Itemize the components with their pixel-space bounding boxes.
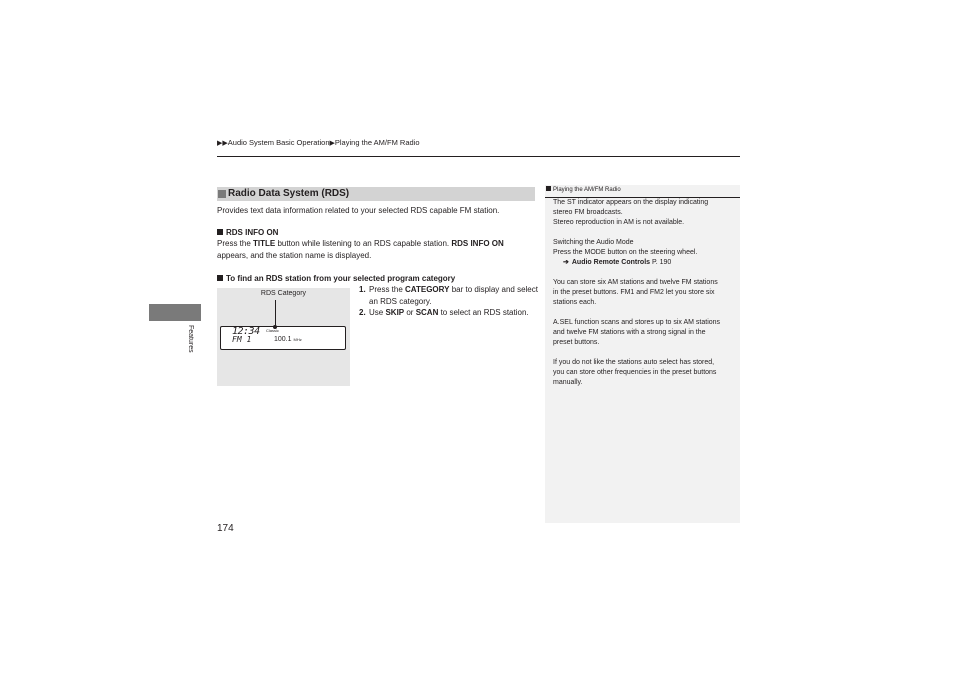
page-number: 174: [217, 523, 234, 534]
display-frequency: [274, 336, 302, 343]
sidebar-line: Switching the Audio Mode: [553, 239, 634, 246]
sidebar-paragraph: [553, 198, 735, 228]
category-button-label: CATEGORY: [405, 285, 450, 294]
section-intro: Provides text data information related to your selected RDS capable FM station.: [217, 206, 500, 215]
sidebar-line: Press the MODE button on the steering wheel.: [553, 249, 698, 256]
list-item: [359, 284, 539, 307]
rds-info-text-part: button while listening to an RDS capable station.: [275, 239, 452, 248]
sidebar-line: manually.: [553, 379, 583, 386]
title-button-label: TITLE: [253, 239, 276, 248]
display-category: Classic: [266, 328, 279, 333]
sidebar-heading-text: Playing the AM/FM Radio: [553, 187, 621, 193]
cross-reference-link[interactable]: Audio Remote Controls: [571, 259, 651, 266]
sidebar-line: The ST indicator appears on the display indicating: [553, 199, 709, 206]
section-marker-icon: [218, 190, 226, 198]
rds-info-heading-text: RDS INFO ON: [226, 228, 279, 237]
rds-info-text-part: Press the: [217, 239, 254, 248]
cross-reference[interactable]: [553, 258, 735, 268]
callout-line: [275, 300, 276, 328]
sidebar-line: Stereo reproduction in AM is not available.: [553, 219, 685, 226]
sidebar-paragraph: [553, 278, 735, 308]
sidebar-paragraph: [553, 358, 735, 388]
sidebar-line: A.SEL function scans and stores up to six AM stations: [553, 319, 721, 326]
sidebar-line: stereo FM broadcasts.: [553, 209, 623, 216]
scan-button-label: SCAN: [415, 308, 439, 317]
reference-arrow-icon: ➔: [563, 259, 569, 266]
step-text-part: bar to display and select an RDS category.: [369, 285, 538, 306]
display-frequency-value: 100.1: [274, 336, 292, 343]
sidebar-paragraph: [553, 238, 735, 268]
find-station-heading-text: To find an RDS station from your selected program category: [226, 274, 456, 283]
display-band: FM 1: [232, 335, 252, 344]
step-text-part: Use: [369, 308, 386, 317]
step-text-part: Press the: [369, 285, 406, 294]
step-number: 2.: [359, 308, 366, 317]
breadcrumb: [217, 138, 420, 147]
sidebar-paragraph: [553, 318, 735, 348]
header-rule: [217, 156, 740, 157]
sidebar-heading: [546, 185, 621, 195]
step-text-part: or: [404, 308, 416, 317]
heading-marker-icon: [217, 229, 223, 235]
display-clock: 12:34: [232, 326, 260, 337]
step-text: [369, 307, 529, 319]
sidebar-line: you can store other frequencies in the preset buttons: [553, 369, 717, 376]
heading-marker-icon: [217, 275, 223, 281]
rds-info-on-label: RDS INFO ON: [451, 239, 504, 248]
list-item: [359, 307, 539, 319]
sidebar-line: preset buttons.: [553, 339, 600, 346]
step-number: 1.: [359, 285, 366, 294]
notes-sidebar: [545, 185, 740, 523]
steps-list: [359, 284, 539, 319]
breadcrumb-item[interactable]: Playing the AM/FM Radio: [334, 138, 420, 147]
breadcrumb-arrow-icon: ▶▶: [217, 140, 228, 147]
breadcrumb-separator-icon: ▶: [329, 140, 335, 147]
breadcrumb-item[interactable]: Audio System Basic Operation: [227, 138, 330, 147]
rds-info-text-part: appears, and the station name is displayed.: [217, 251, 372, 260]
sidebar-line: You can store six AM stations and twelve FM stations: [553, 279, 718, 286]
step-text: [369, 284, 539, 307]
sidebar-line: stations each.: [553, 299, 597, 306]
chapter-tab-label: Features: [187, 325, 194, 353]
sidebar-line: If you do not like the stations auto select has stored,: [553, 359, 715, 366]
rds-info-text: [217, 238, 535, 262]
step-text-part: to select an RDS station.: [438, 308, 529, 317]
sidebar-line: in the preset buttons. FM1 and FM2 let you store six: [553, 289, 715, 296]
note-icon: [546, 186, 551, 191]
section-title: Radio Data System (RDS): [228, 188, 350, 199]
skip-button-label: SKIP: [385, 308, 405, 317]
illustration-callout-label: RDS Category: [260, 290, 307, 297]
chapter-tab[interactable]: [149, 304, 201, 321]
sidebar-line: and twelve FM stations with a strong signal in the: [553, 329, 706, 336]
display-frequency-unit: MHz: [293, 337, 302, 342]
cross-reference-page: P. 190: [650, 259, 672, 266]
